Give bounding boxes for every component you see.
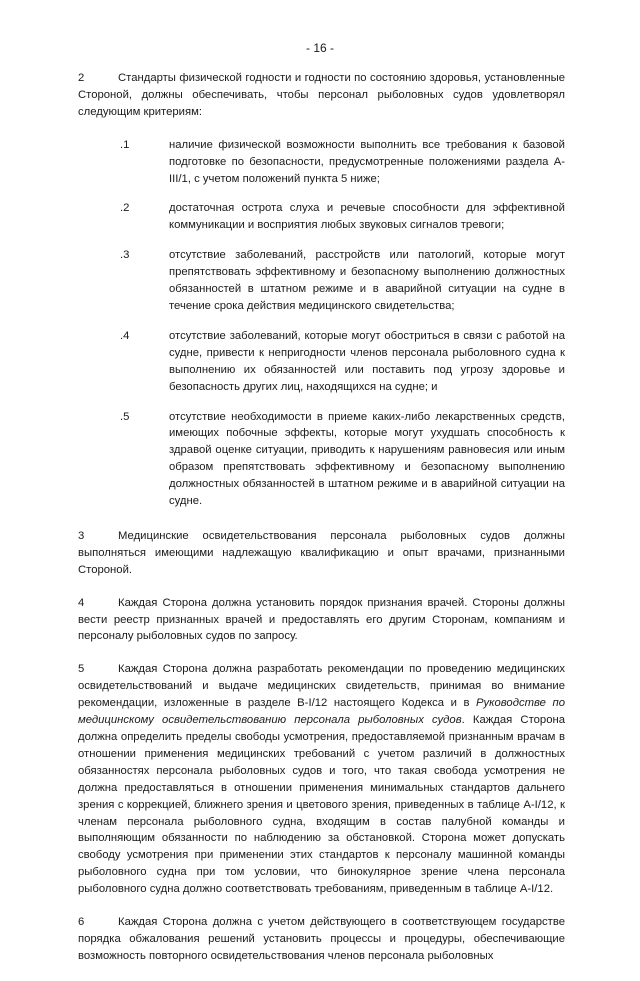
list-item	[78, 328, 565, 396]
paragraph-text: Стандарты физической годности и годности по состоянию здоровья, установленные Стороной, должны обеспечивать, чтобы персонал рыболовных судов удовлетворял следующим критериям:	[78, 72, 565, 118]
paragraph-text-continued: . Каждая Сторона должна определить пределы свободы усмотрения, предоставляемой признанным врачам в отношении применения медицинских требований с учетом различий в должностных обязанностях персонала рыболовных судов и того, что такая свобода усмотрения не должна предоставляться в отношении применения минимальных стандартов дальнего зрения с коррекцией, ближнего зрения и цветового зрения, приведенных в таблице A-I/12, к членам персонала рыболовного судна, входящим в состав палубной команды и выполняющим обязанности по наблюдению за обстановкой. Сторона может допускать свободу усмотрения при применении этих стандартов к персоналу машинной команды рыболовного судна при том условии, что бинокулярное зрение члена персонала рыболовного судна должно соответствовать требованиям, приведенным в таблице A-I/12.	[78, 714, 566, 896]
paragraph-text: Каждая Сторона должна разработать рекомендации по проведению медицинских освидетельствований и выдаче медицинских свидетельств, принимая во внимание рекомендации, изложенные в разделе B-I/12 настоящего Кодекса и в	[78, 663, 565, 710]
page-number: - 16 -	[305, 41, 334, 55]
criteria-list	[78, 137, 565, 510]
list-item	[78, 200, 565, 234]
document-body	[78, 70, 565, 981]
list-item-text: отсутствие необходимости в приеме каких-либо лекарственных средств, имеющих побочные эффекты, которые могут ухудшать способность к здравой оценке ситуации, приводить к нарушениям равновесия или иным образом препятствовать эффективному и безопасному выполнению должностных обязанностей в штатном режиме и в аварийной ситуации на судне.	[169, 410, 565, 508]
list-item-number: .1	[120, 138, 130, 151]
paragraph-6	[78, 914, 565, 965]
list-item	[78, 409, 565, 510]
paragraph-2	[78, 70, 565, 121]
paragraph-number: 6	[78, 916, 85, 929]
paragraph-5	[78, 661, 565, 898]
list-item-number: .5	[120, 410, 130, 423]
paragraph-number: 3	[78, 529, 85, 542]
paragraph-text: Каждая Сторона должна установить порядок признания врачей. Стороны должны вести реестр признанных врачей и предоставлять его другим Сторонам, компаниям и персоналу рыболовных судов по запросу.	[78, 596, 565, 643]
paragraph-text: Медицинские освидетельствования персонала рыболовных судов должны выполняться имеющими надлежащую квалификацию и опыт врачами, признанными Стороной.	[78, 529, 565, 576]
paragraph-4	[78, 595, 565, 646]
list-item-number: .4	[120, 329, 130, 342]
guideline-title: Руководстве по медицинскому освидетельствованию персонала рыболовных судов	[78, 697, 565, 727]
paragraph-number: 2	[78, 72, 85, 84]
paragraph-3	[78, 528, 565, 579]
list-item-text: достаточная острота слуха и речевые способности для эффективной коммуникации и восприятия любых звуковых сигналов тревоги;	[169, 202, 565, 232]
list-item-number: .3	[120, 249, 130, 262]
list-item	[78, 247, 565, 315]
list-item-text: отсутствие заболеваний, которые могут обостриться в связи с работой на судне, привести к непригодности членов персонала рыболовного судна к выполнению их обязанностей или поставить под угрозу здоровье и безопасность других лиц, находящихся на судне; и	[169, 329, 565, 393]
paragraph-number: 4	[78, 596, 85, 609]
list-item	[78, 137, 565, 188]
list-item-text: отсутствие заболеваний, расстройств или патологий, которые могут препятствовать эффективному и безопасному выполнению должностных обязанностей в штатном режиме и в аварийной ситуации на судне в течение срока действия медицинского свидетельства;	[169, 249, 565, 312]
paragraph-text: Каждая Сторона должна с учетом действующего в соответствующем государстве порядка обжалования решений установить процессы и процедуры, обеспечивающие возможность повторного освидетельствования членов персонала рыболовных	[78, 916, 565, 962]
paragraph-number: 5	[78, 663, 85, 676]
list-item-text: наличие физической возможности выполнить все требования к базовой подготовке по безопасности, предусмотренные положениями раздела A-III/1, с учетом положений пункта 5 ниже;	[169, 138, 565, 185]
list-item-number: .2	[120, 202, 130, 215]
